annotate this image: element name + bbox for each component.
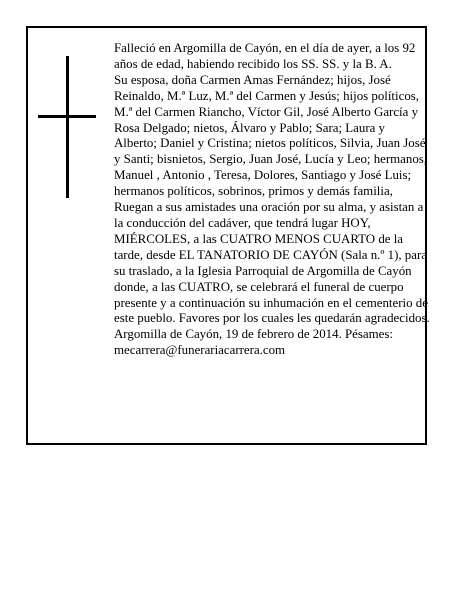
cross-horizontal-bar xyxy=(38,115,96,118)
latin-cross-icon xyxy=(38,56,96,198)
funeral-details: Ruegan a sus amistades una oración por su alma, y asistan a la conducción del cadáver, que tendrá lugar HOY, MIÉRCOLES, a las CUATRO MENOS CUARTO de la tarde, desde EL TANATORIO DE CAYÓN (Sala n.º 1), para su traslado, a la Iglesia Parroquial de Argomilla de Cayón donde, a las CUATRO, se celebrará el funeral de cuerpo presente y a continuación su inhumación en el cementerio de este pueblo. Favores por los cuales les quedarán agradecidos. xyxy=(114,200,430,326)
cross-vertical-bar xyxy=(66,56,69,198)
death-announcement: Falleció en Argomilla de Cayón, en el día de ayer, a los 92 años de edad, habiendo recibido los SS. SS. y la B. A. xyxy=(114,41,416,71)
obituary-text xyxy=(114,41,430,359)
place-date-condolences: Argomilla de Cayón, 19 de febrero de 2014. Pésames: mecarrera@funerariacarrera.com xyxy=(114,327,393,358)
obituary-notice xyxy=(26,26,430,445)
family-list: Su esposa, doña Carmen Amas Fernández; hijos, José Reinaldo, M.ª Luz, M.ª del Carmen y Jesús; hijos políticos, M.ª del Carmen Riancho, Víctor Gil, José Alberto García y Rosa Delgado; nietos, Álvaro y Pablo; Sara; Laura y Alberto; Daniel y Cristina; nietos políticos, Silvia, Juan José y Santi; bisnietos, Sergio, Juan José, Lucía y Leo; hermanos, Manuel , Antonio , Teresa, Dolores, Santiago y José Luis; hermanos políticos, sobrinos, primos y demás familia, xyxy=(114,72,428,199)
